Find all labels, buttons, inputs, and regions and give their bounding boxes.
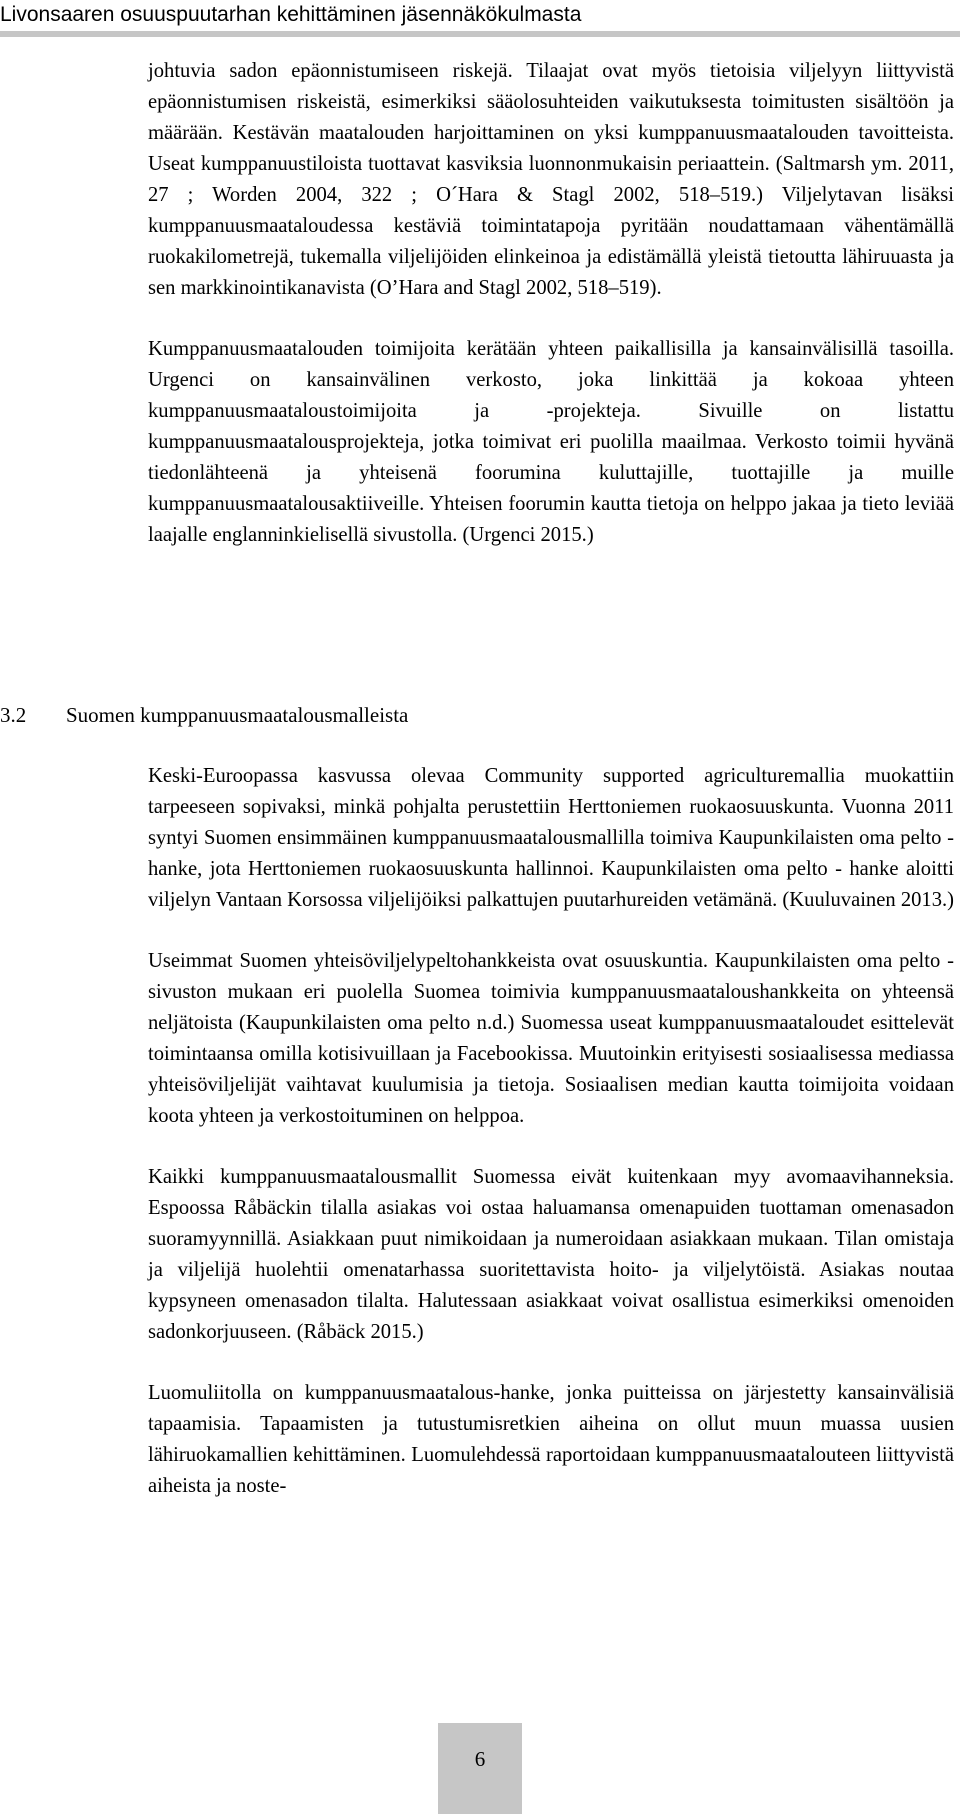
running-header: [0, 0, 960, 32]
body-paragraph-1: Keski-Euroopassa kasvussa olevaa Community supported agriculturemallia muokattiin tarpeeseen sopivaksi, minkä pohjalta perustettiin Herttoniemen ruokaosuuskunta. Vuonna 2011 syntyi Suomen ensimmäinen kumppanuusmaatalousmallilla toimiva Kaupunkilaisten oma pelto -hanke, jota Herttoniemen ruokaosuuskunta hallinnoi. Kaupunkilaisten oma pelto - hanke aloitti viljelyn Vantaan Korsossa viljelijöiksi palkattujen puutarhureiden vetämänä. (Kuuluvainen 2013.): [148, 765, 955, 911]
page-number: 6: [474, 1747, 486, 1771]
section-heading: [0, 700, 408, 730]
section-number: 3.2: [0, 703, 27, 727]
body-paragraph-4: Luomuliitolla on kumppanuusmaatalous-hanke, jonka puitteissa on järjestetty kansainvälisiä tapaamisia. Tapaamisten ja tutustumisretkien aiheina on ollut muun muassa uusien lähiruokamallien kehittäminen. Luomulehdessä raportoidaan kumppanuusmaatalouteen liittyvistä aiheista ja noste-: [148, 1382, 954, 1497]
body-paragraph-3: Kaikki kumppanuusmaatalousmallit Suomessa eivät kuitenkaan myy avomaavihanneksia. Espoossa Råbäckin tilalla asiakas voi ostaa haluamansa omenapuiden tuottaman omenasadon suoramyynnillä. Asiakkaan puut nimikoidaan ja numeroidaan asiakkaan mukaan. Tilan omistaja ja viljelijä huolehtii omenatarhassa suoritettavista hoito- ja viljelytöistä. Asiakas noutaa kypsyneen omenasadon tilalta. Halutessaan asiakkaat voivat osallistua esimerkiksi omenoiden sadonkorjuuseen. (Råbäck 2015.): [148, 1166, 954, 1343]
header-rule: [0, 31, 960, 37]
intro-paragraph-2: Kumppanuusmaatalouden toimijoita kerätään yhteen paikallisilla ja kansainvälisillä tasoilla. Urgenci on kansainvälinen verkosto, joka linkittää ja kokoaa yhteen kumppanuusmaataloustoimijoita ja -projekteja. Sivuille on listattu kumppanuusmaatalousprojekteja, jotka toimivat eri puolilla maailmaa. Verkosto toimii hyvänä tiedonlähteenä ja yhteisenä foorumina kuluttajille, tuottajille ja muille kumppanuusmaatalousaktiiveille. Yhteisen foorumin kautta tietoja on helppo jakaa ja tieto leviää laajalle englanninkielisellä sivustolla. (Urgenci 2015.): [148, 338, 954, 546]
intro-paragraph-1: johtuvia sadon epäonnistumiseen riskejä. Tilaajat ovat myös tietoisia viljelyyn liittyvistä epäonnistumisen riskeistä, esimerkiksi sääolosuhteiden vaikutuksesta toimitusten sisältöön ja määrään. Kestävän maatalouden harjoittaminen on yksi kumppanuusmaatalouden tavoitteista. Useat kumppanuustiloista tuottavat kasviksia luonnonmukaisin periaattein. (Saltmarsh ym. 2011, 27 ; Worden 2004, 322 ; O´Hara & Stagl 2002, 518–519.) Viljelytavan lisäksi kumppanuusmaataloudessa kestäviä toimintatapoja pyritään noudattamaan vähentämällä ruokakilometrejä, tukemalla viljelijöiden elinkeinoa ja edistämällä yleistä tietoutta lähiruuasta ja sen markkinointikanavista (O’Hara and Stagl 2002, 518–519).: [148, 60, 954, 299]
page-number-box: [438, 1723, 522, 1814]
body-paragraph-2: Useimmat Suomen yhteisöviljelypeltohankkeista ovat osuuskuntia. Kaupunkilaisten oma pelto -sivuston mukaan eri puolella Suomea toimivia kumppanuusmaataloushankkeita on yhteensä neljätoista (Kaupunkilaisten oma pelto n.d.) Suomessa useat kumppanuusmaataloudet esittelevät toimintaansa omilla kotisivuillaan ja Facebookissa. Muutoinkin erityisesti sosiaalisessa mediassa yhteisöviljelijät vaihtavat kuulumisia ja tietoja. Sosiaalisen median kautta toimijoita voidaan koota yhteen ja verkostoituminen on helppoa.: [148, 950, 954, 1127]
section-title: Suomen kumppanuusmaatalousmalleista: [66, 703, 409, 727]
intro-section: [148, 56, 954, 551]
header-title: Livonsaaren osuuspuutarhan kehittäminen jäsennäkökulmasta: [0, 3, 582, 26]
section-body: [148, 761, 954, 1502]
